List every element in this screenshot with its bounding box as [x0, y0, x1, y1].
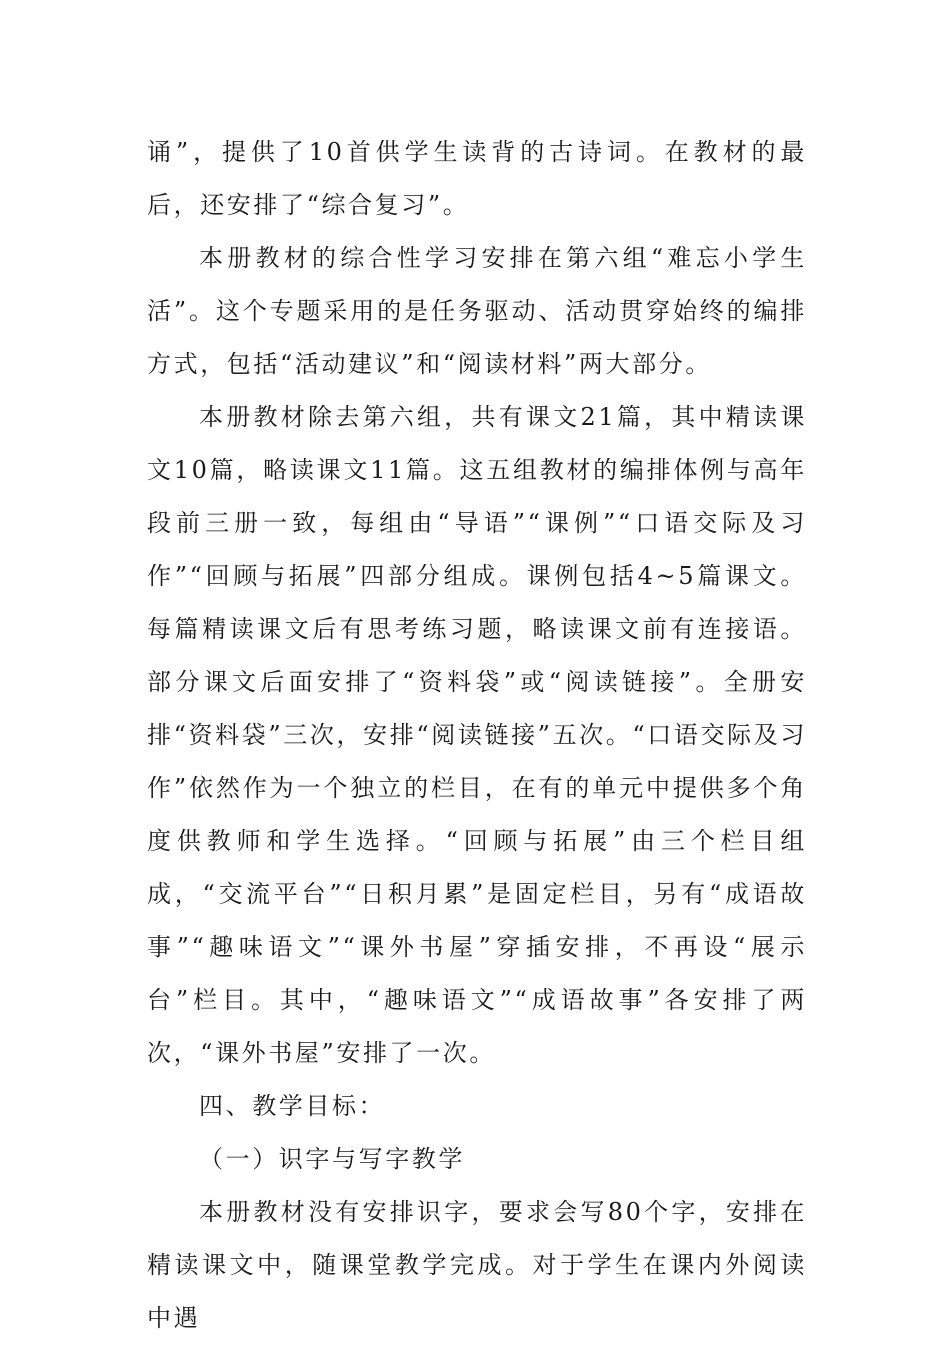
paragraph-continued: 诵”，提供了10首供学生读背的古诗词。在教材的最后，还安排了“综合复习”。: [147, 138, 807, 219]
paragraph-comprehensive-learning: 本册教材的综合性学习安排在第六组“难忘小学生活”。这个专题采用的是任务驱动、活动贯穿始终的编排方式，包括“活动建议”和“阅读材料”两大部分。: [147, 244, 807, 378]
paragraph-textbook-structure: 本册教材除去第六组，共有课文21篇，其中精读课文10篇，略读课文11篇。这五组教材的编排体例与高年段前三册一致，每组由“导语”“课例”“口语交际及习作”“回顾与拓展”四部分组成。课例包括4~5篇课文。每篇精读课文后有思考练习题，略读课文前有连接语。部分课文后面安排了“资料袋”或“阅读链接”。全册安排“资料袋”三次，安排“阅读链接”五次。“口语交际及习作”依然作为一个独立的栏目，在有的单元中提供多个角度供教师和学生选择。“回顾与拓展”由三个栏目组成，“交流平台”“日积月累”是固定栏目，另有“成语故事”“趣味语文”“课外书屋”穿插安排，不再设“展示台”栏目。其中，“趣味语文”“成语故事”各安排了两次，“课外书屋”安排了一次。: [147, 403, 807, 1067]
section-heading-teaching-goals: 四、教学目标：: [199, 1092, 386, 1120]
paragraph-literacy-teaching: 本册教材没有安排识字，要求会写80个字，安排在精读课文中，随课堂教学完成。对于学生在课内外阅读中遇: [147, 1198, 807, 1332]
subsection-heading-literacy: （一）识字与写字教学: [199, 1145, 465, 1173]
document-body: [147, 126, 807, 1345]
